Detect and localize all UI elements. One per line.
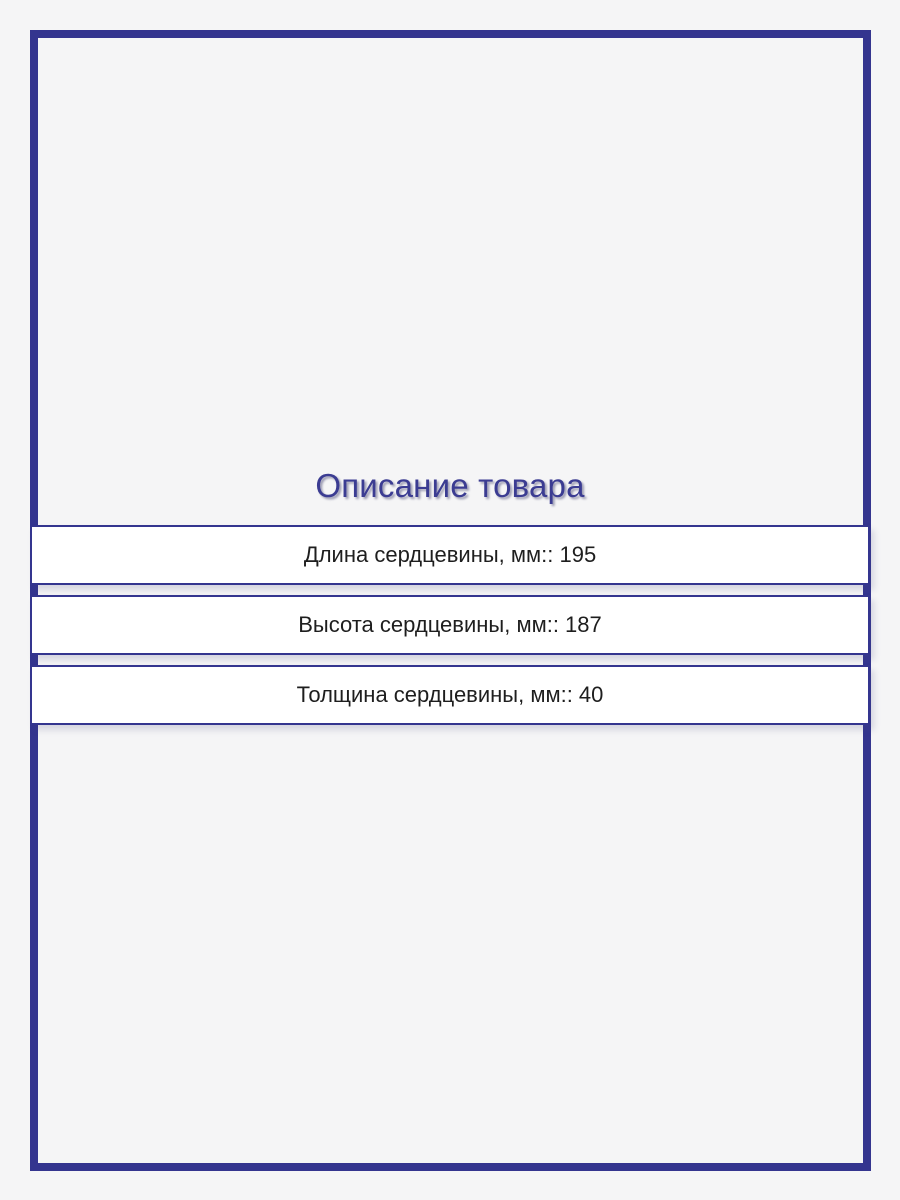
section-title: Описание товара xyxy=(315,467,585,504)
spec-row-core-height: Высота сердцевины, мм:: 187 xyxy=(30,595,870,655)
spec-row-core-thickness: Толщина сердцевины, мм:: 40 xyxy=(30,665,870,725)
spec-row-core-length: Длина сердцевины, мм:: 195 xyxy=(30,525,870,585)
